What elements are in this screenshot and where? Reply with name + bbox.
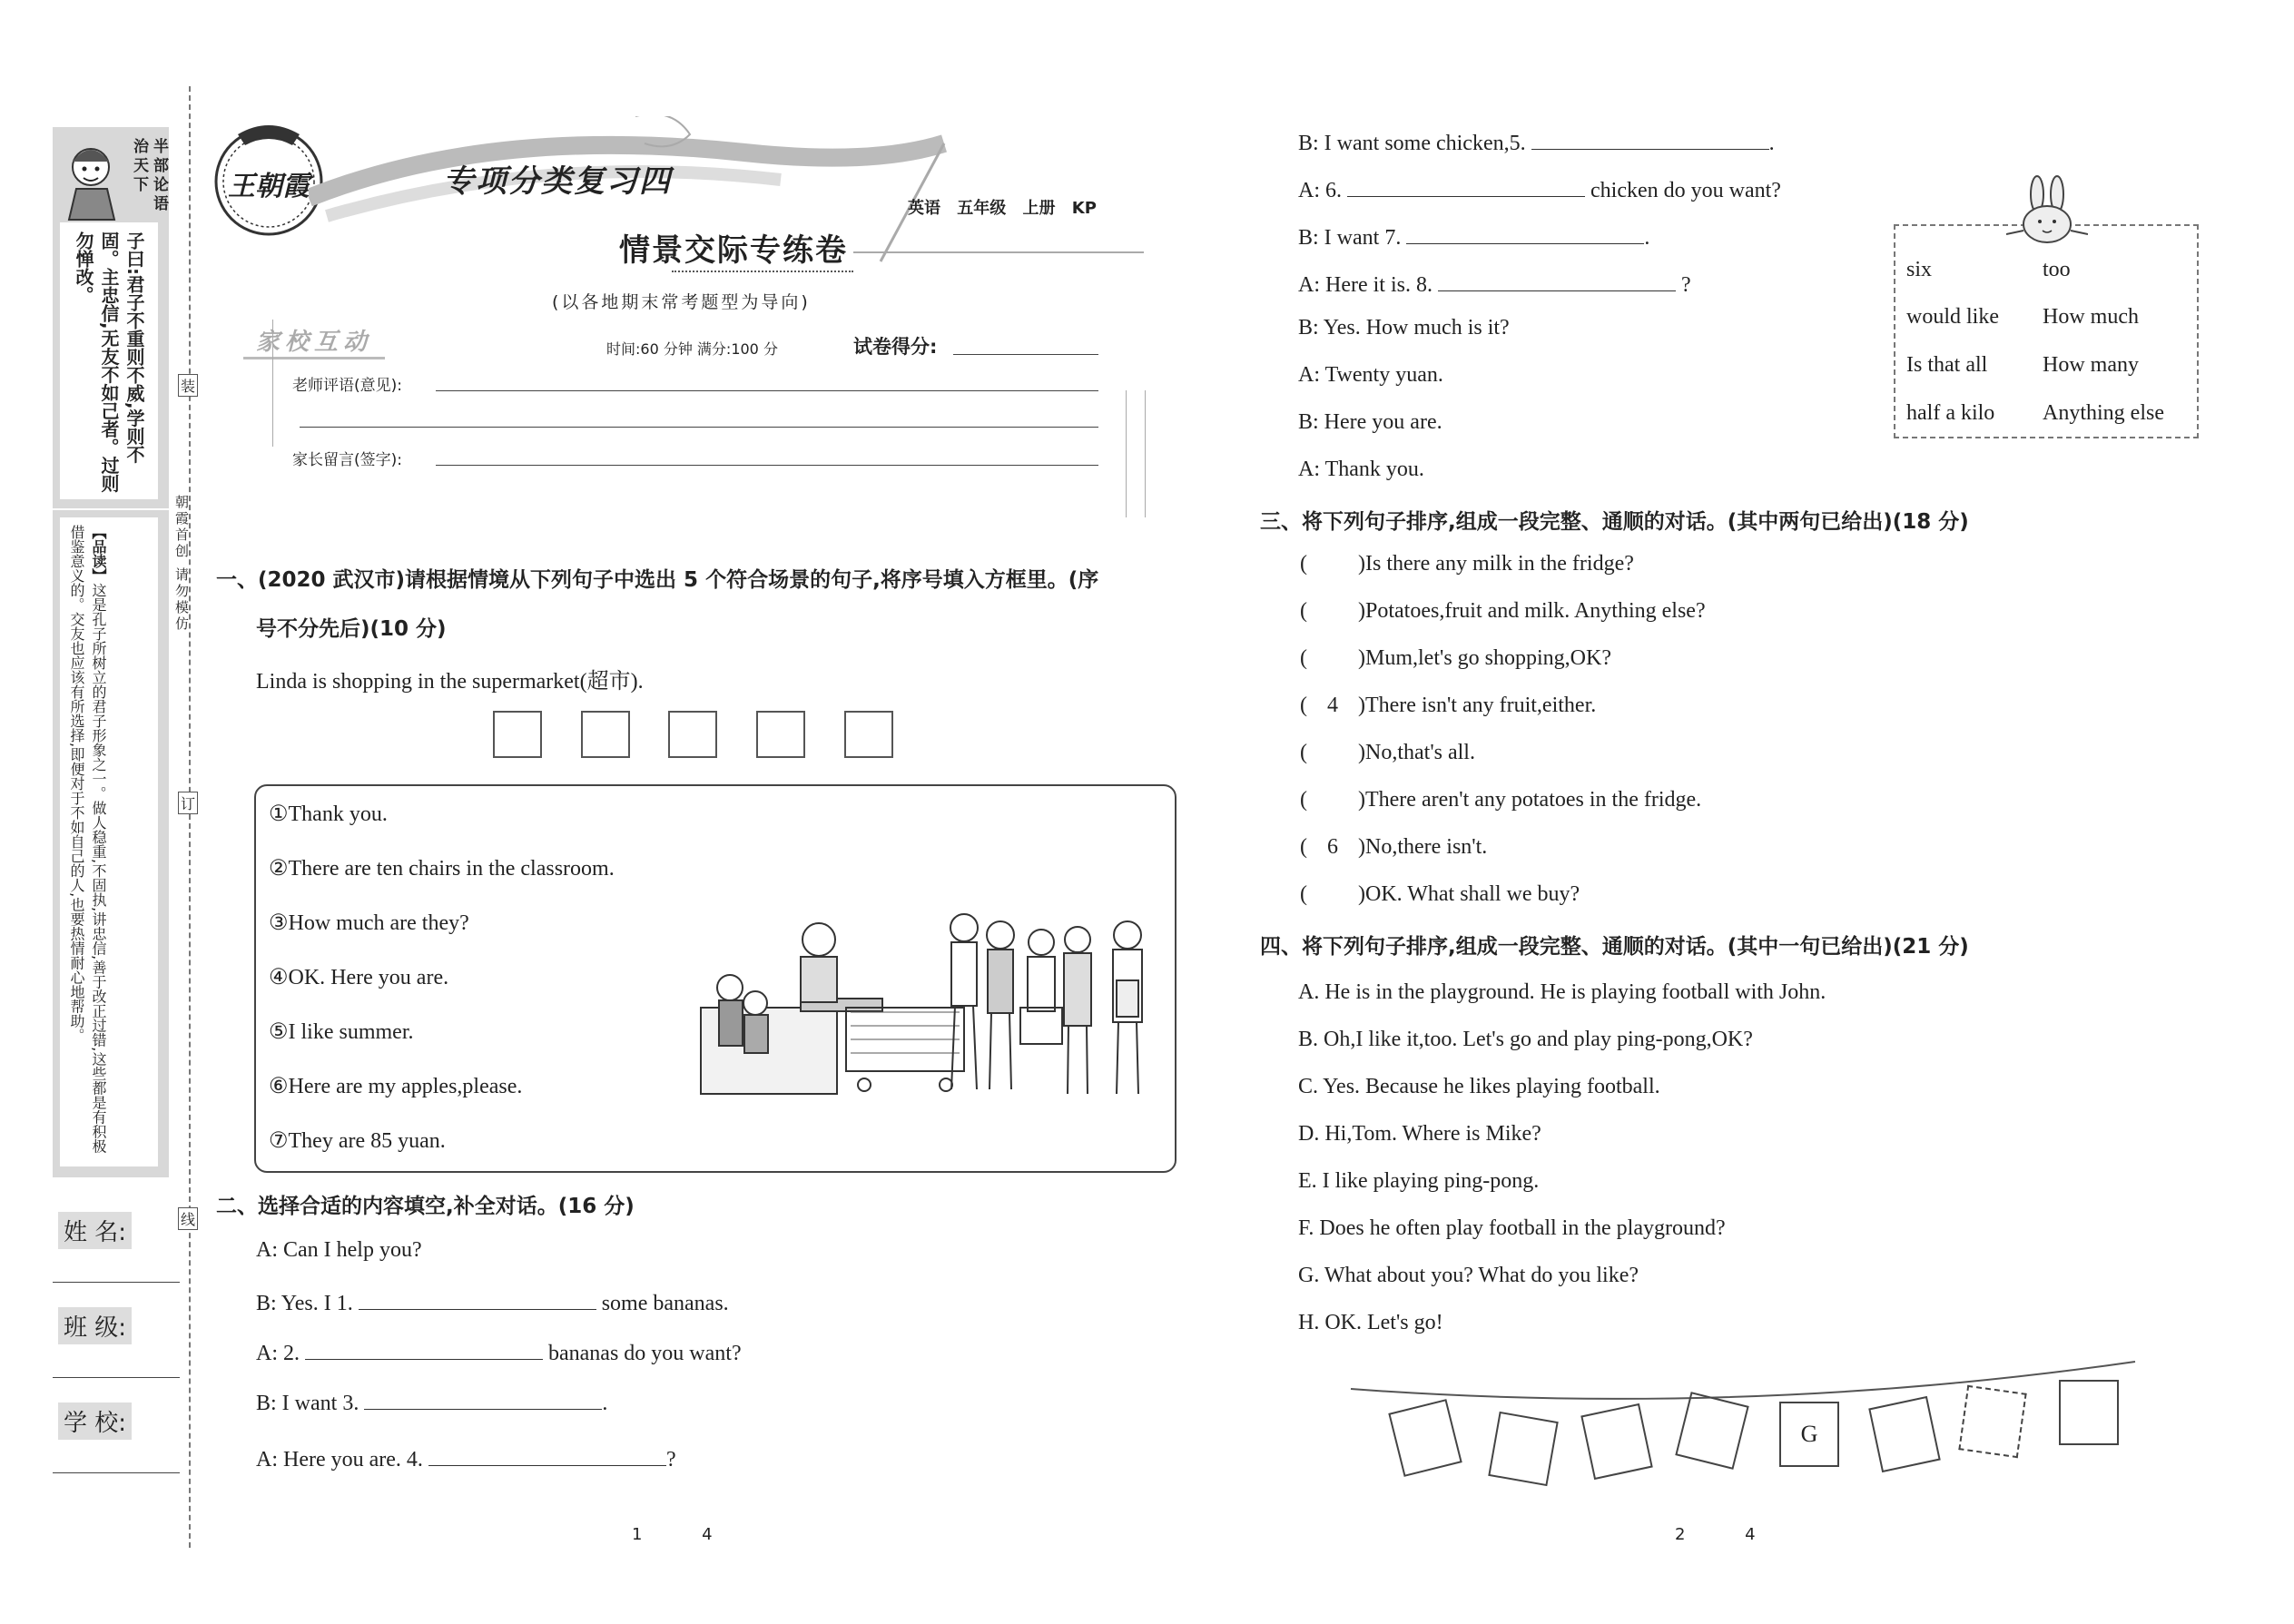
school-label: 学 校: [58, 1403, 132, 1440]
dialog-line-10: B: Yes. How much is it? [1298, 316, 1510, 340]
blank-7[interactable] [1406, 221, 1644, 244]
word-six: six [1906, 258, 1933, 281]
blank-5[interactable] [1531, 127, 1769, 150]
answer-box-5[interactable] [844, 711, 893, 758]
dialog-sentence-f: F. Does he often play football in the playground? [1298, 1216, 1726, 1240]
binding-line [189, 86, 191, 1548]
confucius-avatar [56, 134, 134, 221]
dialog-line-11: A: Twenty yuan. [1298, 363, 1443, 387]
series-title: 专项分类复习四 [443, 163, 672, 200]
dialog-line-6: B: I want some chicken,5. . [1298, 127, 1775, 156]
answer-box-2[interactable] [581, 711, 630, 758]
dialog-sentence-b: B. Oh,I like it,too. Let's go and play ping-pong,OK? [1298, 1028, 1753, 1051]
logo-text: 王朝霞 [228, 172, 310, 202]
blank-4[interactable] [428, 1443, 666, 1466]
meta-info: 英语 五年级 上册 KP [908, 199, 1097, 218]
order-item-7: ( 6 )No,there isn't. [1300, 835, 1488, 859]
margin-char-zhuang: 装 [178, 374, 198, 397]
teacher-comment-line-2[interactable] [300, 427, 1098, 428]
order-item-4: ( 4 )There isn't any fruit,either. [1300, 694, 1597, 717]
copyright-note: 朝霞首创 请勿模仿 [173, 495, 190, 633]
option-7: ⑦They are 85 yuan. [269, 1129, 446, 1153]
order-item-3: ( )Mum,let's go shopping,OK? [1300, 646, 1611, 670]
word-how-many: How many [2043, 353, 2139, 377]
answer-card-8[interactable] [2059, 1380, 2119, 1445]
dialog-sentence-c: C. Yes. Because he likes playing football. [1298, 1075, 1660, 1098]
section2-title: 二、选择合适的内容填空,补全对话。(16 分) [216, 1195, 635, 1218]
option-3: ③How much are they? [269, 911, 469, 935]
paper-subtitle: (以各地期末常考题型为导向) [552, 292, 811, 312]
class-label: 班 级: [58, 1307, 132, 1344]
home-school-badge: 家校互动 [243, 323, 385, 359]
dialog-line-7: A: 6. chicken do you want? [1298, 174, 1781, 203]
blank-8[interactable] [1438, 269, 1676, 291]
name-label: 姓 名: [58, 1212, 132, 1249]
order-slot-7[interactable]: 6 [1327, 835, 1338, 859]
dialog-line-12: B: Here you are. [1298, 410, 1442, 434]
answer-box-4[interactable] [756, 711, 805, 758]
answer-card-5-label: G [1800, 1421, 1818, 1447]
margin-char-xian: 线 [178, 1207, 198, 1230]
word-would-like: would like [1906, 305, 1999, 329]
motto-text: 子曰:君子不重则不威,学则不固。主忠信,无友不如己者。过则勿惮改。 [73, 231, 145, 493]
title-underline [672, 271, 853, 272]
blank-2[interactable] [305, 1337, 543, 1360]
order-item-8: ( )OK. What shall we buy? [1300, 882, 1580, 906]
section3-title: 三、将下列句子排序,组成一段完整、通顺的对话。(其中两句已给出)(18 分) [1260, 510, 1969, 534]
dialog-sentence-d: D. Hi,Tom. Where is Mike? [1298, 1122, 1541, 1146]
order-slot-4[interactable]: 4 [1327, 694, 1338, 717]
option-4: ④OK. Here you are. [269, 966, 449, 989]
dialog-line-13: A: Thank you. [1298, 458, 1424, 481]
section1-title-cont: 号不分先后)(10 分) [256, 617, 447, 641]
dialog-line-1: A: Can I help you? [256, 1238, 422, 1262]
school-field[interactable] [53, 1472, 180, 1473]
answer-card-5[interactable] [1779, 1402, 1839, 1467]
teacher-label: 老师评语(意见): [292, 377, 402, 395]
name-field[interactable] [53, 1282, 180, 1283]
score-label: 试卷得分: [853, 336, 938, 358]
option-6: ⑥Here are my apples,please. [269, 1075, 523, 1098]
page-number-left: 1 4 [632, 1525, 713, 1544]
time-score: 时间:60 分钟 满分:100 分 [606, 340, 778, 358]
pindu-text: 【品读】这是孔子所树立的君子形象之一。做人稳重,不固执,讲忠信,善于改正过错,这些都是有积极借鉴意义的。交友也应该有所选择,即便对于不如自己的人,也要热情耐心地帮助。 [68, 525, 107, 1154]
dialog-line-3: A: 2. bananas do you want? [256, 1337, 742, 1366]
margin-char-ding: 订 [178, 792, 198, 814]
class-field[interactable] [53, 1377, 180, 1378]
paper-title: 情景交际专练卷 [619, 232, 848, 269]
score-field[interactable] [953, 354, 1098, 355]
order-item-1: ( )Is there any milk in the fridge? [1300, 552, 1634, 576]
motto-title: 半部论语 治天下 [130, 138, 168, 214]
word-too: too [2043, 258, 2071, 281]
dialog-sentence-a: A. He is in the playground. He is playing football with John. [1298, 980, 1826, 1004]
option-1: ①Thank you. [269, 802, 388, 826]
dialog-line-9: A: Here it is. 8. ? [1298, 269, 1691, 298]
order-item-2: ( )Potatoes,fruit and milk. Anything else? [1300, 599, 1706, 623]
word-anything-else: Anything else [2043, 401, 2164, 425]
blank-1[interactable] [359, 1287, 596, 1310]
answer-box-1[interactable] [493, 711, 542, 758]
page-number-right: 2 4 [1675, 1525, 1756, 1544]
supermarket-illustration [683, 908, 1164, 1103]
dialog-sentence-h: H. OK. Let's go! [1298, 1311, 1443, 1334]
word-is-that-all: Is that all [1906, 353, 1988, 377]
dialog-line-2: B: Yes. I 1. some bananas. [256, 1287, 729, 1316]
bunny-icon [2006, 174, 2088, 247]
answer-card-2[interactable] [1488, 1412, 1559, 1486]
dialog-line-8: B: I want 7. . [1298, 221, 1649, 251]
dialog-sentence-g: G. What about you? What do you like? [1298, 1264, 1639, 1287]
header-frame-right [1126, 390, 1146, 517]
option-5: ⑤I like summer. [269, 1020, 414, 1044]
dialog-line-4: B: I want 3. . [256, 1387, 607, 1416]
blank-6[interactable] [1347, 174, 1585, 197]
clothesline [1344, 1353, 2142, 1516]
section4-title: 四、将下列句子排序,组成一段完整、通顺的对话。(其中一句已给出)(21 分) [1260, 935, 1969, 959]
answer-box-3[interactable] [668, 711, 717, 758]
answer-card-7[interactable] [1958, 1385, 2026, 1458]
blank-3[interactable] [364, 1387, 602, 1410]
parent-comment-line[interactable] [436, 465, 1098, 466]
word-half-a-kilo: half a kilo [1906, 401, 1995, 425]
option-2: ②There are ten chairs in the classroom. [269, 857, 615, 881]
order-item-6: ( )There aren't any potatoes in the fridge. [1300, 788, 1702, 812]
dialog-sentence-e: E. I like playing ping-pong. [1298, 1169, 1540, 1193]
section1-title: 一、(2020 武汉市)请根据情境从下列句子中选出 5 个符合场景的句子,将序号填入方框里。(序 [216, 568, 1099, 592]
order-item-5: ( )No,that's all. [1300, 741, 1475, 764]
teacher-comment-line[interactable] [436, 390, 1098, 391]
word-how-much: How much [2043, 305, 2139, 329]
dialog-line-5: A: Here you are. 4. ? [256, 1443, 676, 1472]
header-frame-line [272, 320, 278, 447]
parent-label: 家长留言(签字): [292, 451, 402, 469]
section1-scene: Linda is shopping in the supermarket(超市). [256, 670, 644, 694]
